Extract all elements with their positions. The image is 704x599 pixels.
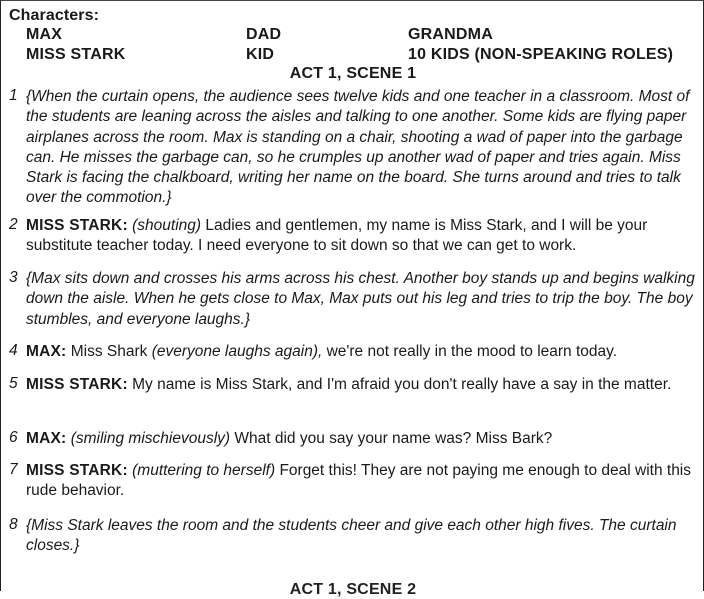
stage-direction: {Miss Stark leaves the room and the students cheer and give each other high fives. The curtain closes.} [26,517,677,555]
scene-heading: ACT 1, SCENE 1 [289,65,417,82]
speech-text: we're not really in the mood to learn today. [326,343,618,360]
character-max: MAX [26,26,63,43]
dialogue-line [26,461,698,502]
dialogue-line [26,375,698,395]
line-number: 3 [9,269,18,286]
speech-text: What did you say your name was? Miss Bark? [234,430,553,447]
parenthetical: (shouting) [132,217,202,234]
dialogue-line [26,342,698,362]
speaker-name: MAX: [26,430,67,447]
speech-text: My name is Miss Stark, and I'm afraid you don't really have a say in the matter. [132,376,672,393]
line-number: 7 [9,461,18,478]
parenthetical: (muttering to herself) [132,462,276,479]
speaker-name: MISS STARK: [26,217,128,234]
line-number: 8 [9,516,18,533]
next-scene-heading: ACT 1, SCENE 2 [289,581,417,598]
speech-text: Forget this! They are not paying me enough to deal with this rude behavior. [26,462,692,500]
line-number: 5 [9,375,18,392]
line-number: 2 [9,216,18,233]
character-dad: DAD [246,26,282,43]
speaker-name: MAX: [26,343,67,360]
speaker-name: MISS STARK: [26,376,128,393]
dialogue-line [26,216,698,257]
character-grandma: GRANDMA [408,26,493,43]
stage-direction: {Max sits down and crosses his arms across his chest. Another boy stands up and begins walking down the aisle. When he gets close to Max, Max puts out his leg and tries to trip the boy. The boy stumbles, and everyone laughs.} [26,270,695,328]
characters-heading: Characters: [9,7,100,24]
speaker-name: MISS STARK: [26,462,128,479]
character-ten-kids: 10 KIDS (NON-SPEAKING ROLES) [408,46,674,63]
speech-text: Miss Shark [70,343,148,360]
line-number: 4 [9,342,18,359]
speech-text: Ladies and gentlemen, my name is Miss Stark, and I will be your substitute teacher today. I need everyone to sit down so that we can get to work. [26,217,648,255]
stage-direction: {When the curtain opens, the audience sees twelve kids and one teacher in a classroom. Most of the students are leaning across the aisles and talking to one another. Some kids are flying paper airplanes across the room. Max is standing on a chair, shooting a wad of paper into the garbage can. He misses the garbage can, so he crumples up another wad of paper and tries again. Miss Stark is facing the chalkboard, writing her name on the board. She turns around and tries to talk over the commotion.} [26,88,690,207]
parenthetical: (smiling mischievously) [70,430,231,447]
line-number: 6 [9,429,18,446]
dialogue-line [26,429,698,449]
parenthetical: (everyone laughs again), [151,343,323,360]
character-kid: KID [246,46,275,63]
line-number: 1 [9,87,18,104]
character-miss-stark: MISS STARK [26,46,126,63]
